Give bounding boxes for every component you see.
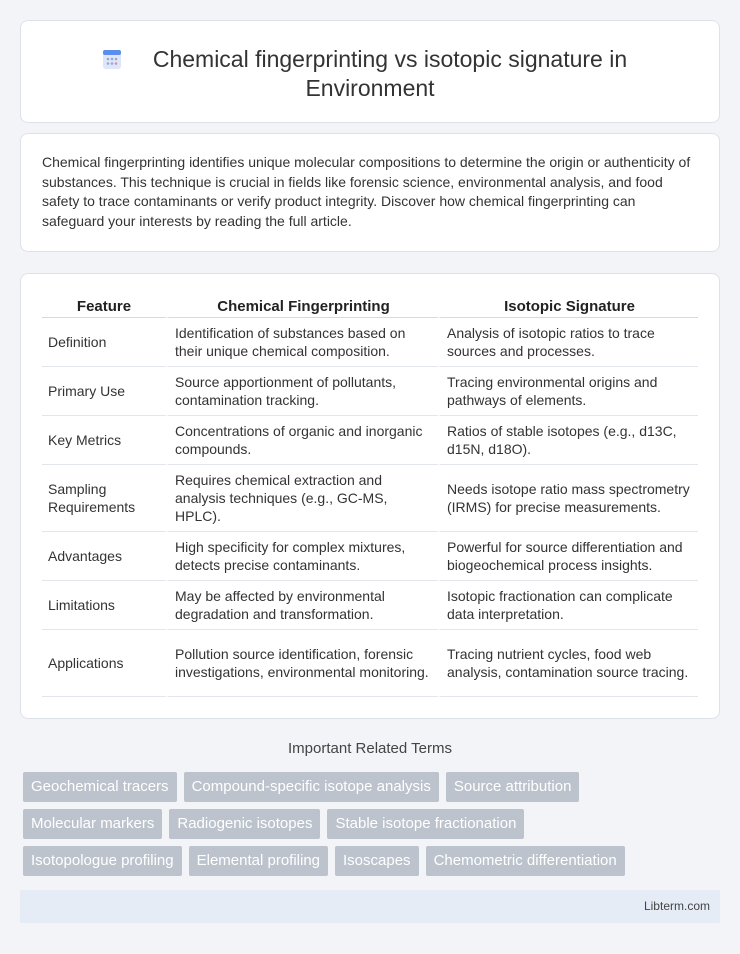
page-title-line1: Chemical fingerprinting vs isotopic signature in bbox=[152, 46, 628, 72]
tag-row bbox=[23, 772, 703, 802]
header-isotopic-signature: Isotopic Signature bbox=[438, 296, 698, 318]
table-row bbox=[42, 532, 698, 581]
row-isotopic: Needs isotope ratio mass spectrometry (IRMS) for precise measurements. bbox=[438, 465, 698, 532]
tag-source-attribution[interactable]: Source attribution bbox=[446, 772, 580, 802]
comparison-table bbox=[42, 296, 698, 697]
tag-row bbox=[23, 809, 703, 839]
row-isotopic: Analysis of isotopic ratios to trace sources and processes. bbox=[438, 318, 698, 367]
table-row bbox=[42, 465, 698, 532]
row-feature: Definition bbox=[42, 318, 166, 367]
header-feature: Feature bbox=[42, 296, 166, 318]
table-row bbox=[42, 318, 698, 367]
footer bbox=[20, 890, 720, 923]
row-isotopic: Tracing nutrient cycles, food web analysis, contamination source tracing. bbox=[438, 630, 698, 697]
row-chemical: May be affected by environmental degradation and transformation. bbox=[166, 581, 438, 630]
tag-stable-isotope-fractionation[interactable]: Stable isotope fractionation bbox=[327, 809, 524, 839]
row-chemical: Requires chemical extraction and analysis techniques (e.g., GC-MS, HPLC). bbox=[166, 465, 438, 532]
row-chemical: Identification of substances based on their unique chemical composition. bbox=[166, 318, 438, 367]
intro-paragraph: Chemical fingerprinting identifies unique molecular compositions to determine the origin or authenticity of substances. This technique is crucial in fields like forensic science, environmental analysis, and food safety to trace contaminants or verify product integrity. Discover how chemical fingerprinting can safeguard your interests by reading the full article. bbox=[42, 154, 691, 229]
table-header-row bbox=[42, 296, 698, 318]
tag-isotopologue-profiling[interactable]: Isotopologue profiling bbox=[23, 846, 182, 876]
row-chemical: Source apportionment of pollutants, contamination tracking. bbox=[166, 367, 438, 416]
page-title-line2: Environment bbox=[305, 75, 435, 101]
tag-geochemical-tracers[interactable]: Geochemical tracers bbox=[23, 772, 177, 802]
row-isotopic: Powerful for source differentiation and biogeochemical process insights. bbox=[438, 532, 698, 581]
row-feature: Advantages bbox=[42, 532, 166, 581]
tag-molecular-markers[interactable]: Molecular markers bbox=[23, 809, 162, 839]
table-row bbox=[42, 630, 698, 697]
table-row bbox=[42, 367, 698, 416]
tag-radiogenic-isotopes[interactable]: Radiogenic isotopes bbox=[169, 809, 320, 839]
row-chemical: Concentrations of organic and inorganic compounds. bbox=[166, 416, 438, 465]
tag-elemental-profiling[interactable]: Elemental profiling bbox=[189, 846, 328, 876]
footer-site-link[interactable]: Libterm.com bbox=[643, 899, 710, 913]
header-card bbox=[20, 20, 720, 123]
tag-row bbox=[23, 846, 703, 876]
row-chemical: Pollution source identification, forensic investigations, environmental monitoring. bbox=[166, 630, 438, 697]
row-feature: Primary Use bbox=[42, 367, 166, 416]
tag-isoscapes[interactable]: Isoscapes bbox=[335, 846, 419, 876]
tag-compound-specific-isotope-analysis[interactable]: Compound-specific isotope analysis bbox=[184, 772, 439, 802]
row-isotopic: Tracing environmental origins and pathways of elements. bbox=[438, 367, 698, 416]
page-title bbox=[21, 45, 719, 103]
row-feature: Sampling Requirements bbox=[42, 465, 166, 532]
row-chemical: High specificity for complex mixtures, detects precise contaminants. bbox=[166, 532, 438, 581]
comparison-card bbox=[20, 273, 720, 719]
row-isotopic: Isotopic fractionation can complicate data interpretation. bbox=[438, 581, 698, 630]
header-chemical-fingerprinting: Chemical Fingerprinting bbox=[166, 296, 438, 318]
tag-chemometric-differentiation[interactable]: Chemometric differentiation bbox=[426, 846, 625, 876]
related-terms-title: Important Related Terms bbox=[288, 740, 452, 757]
row-feature: Key Metrics bbox=[42, 416, 166, 465]
row-feature: Applications bbox=[42, 630, 166, 697]
row-isotopic: Ratios of stable isotopes (e.g., d13C, d15N, d18O). bbox=[438, 416, 698, 465]
table-row bbox=[42, 416, 698, 465]
table-row bbox=[42, 581, 698, 630]
related-terms-list bbox=[23, 772, 703, 883]
row-feature: Limitations bbox=[42, 581, 166, 630]
intro-card bbox=[20, 133, 720, 252]
